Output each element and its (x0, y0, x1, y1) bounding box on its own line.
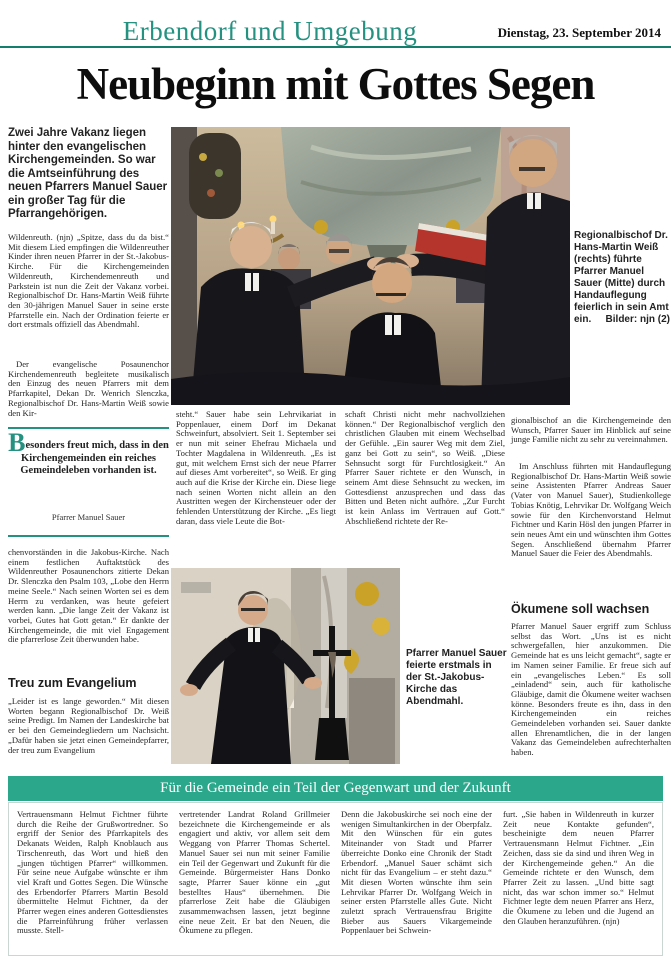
pullquote-text: Besonders freut mich, dass in den Kirchengemeinden ein reiches Gemeindeleben vorhanden ist. (8, 428, 169, 476)
pullquote-rule-top (8, 427, 169, 429)
photo-ordination (171, 127, 570, 405)
pullquote-rule-bottom (8, 535, 169, 537)
body-paragraph: gionalbischof an die Kirchengemeinde den Wunsch, Pfarrer Sauer im Hinblick auf seine junge Familie nicht zu sehr zu vereinnahmen. (511, 415, 671, 445)
pullquote-attribution: Pfarrer Manuel Sauer (51, 512, 126, 522)
article-headline: Neubeginn mit Gottes Segen (76, 59, 595, 109)
photo-abendmahl (171, 568, 400, 764)
photo-abendmahl-caption: Pfarrer Manuel Sauer feierte erstmals in der St.-Jakobus-Kirche das Abendmahl. (406, 648, 507, 707)
lead-paragraph: Zwei Jahre Vakanz liegen hinter den evangelischen Kirchengemeinden. So war die Amtseinführung des neuen Pfarrers Manuel Sauer ein großer Tag für die Pfarrangehörigen. (8, 127, 168, 220)
photo-abendmahl-illustration (171, 568, 400, 764)
body-paragraph: Im Anschluss führten mit Handauflegung Regionalbischof Dr. Hans-Martin Weiß sowie seine Assistenten Pfarrer Andreas Sauer (Vater von Manuel Sauer), Studienkollege Tobias Knötig, Lehrvikar Dr. Wolfgang Weich sowie für den Kirchenvorstand Helmut Fichtner und Karin Hösl den jungen Pfarrer in sein neues Amt ein und wünschten ihm Gottes Segen. Anschließend übernahm Pfarrer Manuel Sauer die Feier des Abendmahls. (511, 461, 671, 559)
caption-text: Regionalbischof Dr. Hans-Martin Weiß (rechts) führte Pfarrer Manuel Sauer (Mitte) durch Handauflegung feierlich in sein Amt ein. (574, 230, 669, 325)
photo-credit: Bilder: njn (2) (605, 314, 670, 325)
body-paragraph: schaft Christi nicht mehr nachvollziehen können.“ Der Regionalbischof verglich den christlichen Glauben mit einem Wechselbad der Gefühle. „Ein saurer Weg mit dem Ziel, ganz bei Gott zu sein“, so Weiß. „Diese Sehnsucht sorgt für Furchtlosigkeit.“ An Pfarrer Sauer richtete er den Wunsch, in seinem Amt diese Sehnsucht zu wecken, im Gottesdienst anzusprechen und dass das Bitten und Beten nicht aufhöre. „Zur Furcht ist kein Anlass im Vertrauen auf Gott.“ Abschließend richtete der Re- (345, 409, 505, 526)
body-paragraph: Wildenreuth. (njn) „Spitze, dass du da bist.“ Mit diesem Lied empfingen die Wildenreuther Kinder ihren neuen Pfarrer in der St.-Jakobus-Kirche. Für die Kirchengemeinden Wildenreuth, Kirchendemenreuth und Parkstein ist nun die Zeit der Vakanz vorbei. Regionalbischof Dr. Hans-Martin Weiß führte den 30-jährigen Manuel Sauer in seine erste Pfarrstelle ein. Nach der Ordination feierte er dort erstmals offiziell das Abendmahl. (8, 232, 169, 330)
greetings-column-2: vertretender Landrat Roland Grillmeier bezeichnete die Kirchengemeinde er als engagiert und aktiv, vor allem seit dem Weggang von Pfarrer Thomas Schertel. Manuel Sauer sei nun mit seiner Familie ein Teil der Gegenwart und Zukunft für die Gemeinde. Bürgermeister Hans Donko sagte, Pfarrer Sauer könne ein „gut bestelltes Haus“ übernehmen. Die pfarrerlose Zeit habe die Gläubigen zusammenwachsen lassen, jetzt beginne eine neue Zeit. Er bat den Neuen, die Ökumene zu pflegen. (179, 809, 330, 936)
masthead-rule (0, 46, 671, 48)
body-paragraph: Der evangelische Posaunenchor Kirchendemenreuth begleitete musikalisch den Einzug des neuen Pfarrers mit dem Pfarrkapitel, Dekan Dr. Wenrich Slenczka, Regionalbischof Dr. Hans-Martin Weiß sowie den Kir- (8, 359, 169, 418)
photo-ordination-caption (574, 230, 670, 326)
photo-ordination-illustration (171, 127, 570, 405)
greetings-column-4: furt. „Sie haben in Wildenreuth in kurzer Zeit neue Kontakte gefunden“, bescheinigte dem neuen Pfarrer Vertrauensmann Helmut Fichtner. „Ein Zeichen, dass sie da sind und ihren Weg in der Kirchengemeinde gehen.“ An die Gemeinde richtete er den Wunsch, dem Pfarrer Zeit zu lassen. „Und bitte sagt nicht, das war schon immer so.“ Helmut Fichtner legte dem neuen Pfarrer ans Herz, die Ökumene zu leben und die Jugend an den Glauben heranzuführen. (njn) (503, 809, 654, 926)
issue-date: Dienstag, 23. September 2014 (497, 25, 661, 40)
body-paragraph: steht.“ Sauer habe sein Lehrvikariat in Poppenlauer, einem Dorf im Dekanat Schweinfurt, absolviert. Seit 1. September sei er nun mit seiner Ehefrau Michaela und Tochter Magdalena in Wildenreuth. „Es ist gut, mit welchem Ernst sich der neue Pfarrer auf dieses Amt vorbereitet“, so Weiß. Er ging auch auf die Krise der Kirche ein. Diese liege nach seinen Worten nicht allein an den Austritten wegen der Kirchensteuer oder der fehlenden Unterstützung der Kirche. „Es liegt daran, dass viele Leute die Bot- (176, 409, 336, 526)
greetings-column-1: Vertrauensmann Helmut Fichtner führte durch die Reihe der Grußwortredner. So ergriff der Senior des Pfarrkapitels des Dekanats Weiden, Ralph Knoblauch aus Tirschenreuth, das Wort und hieß den „jungen tüchtigen Pfarrer“ willkommen. Für seine neue Aufgabe wünschte er ihm viel Kraft und Gottes Segen. Die Wünsche des Erbendorfer Pfarrers Martin Besold übermittelte Helmut Fichtner, da der Pfarrer wegen eines anderen Gottesdienstes die Pfarreinführung früher verlassen musste. Stell- (17, 809, 168, 936)
subhead-oekumene-soll-wachsen: Ökumene soll wachsen (511, 602, 650, 616)
body-paragraph: „Leider ist es lange geworden.“ Mit diesen Worten begann Regionalbischof Dr. Weiß seine Predigt. Im Namen der Landeskirche bat er bei den Gemeindegliedern um Nachsicht. „Dafür haben sie jetzt einen Gemeindepfarrer, der treu zum Evangelium (8, 696, 169, 755)
greetings-column-3: Denn die Jakobuskirche sei noch eine der wenigen Simultankirchen in der Oberpfalz. Mit den Wünschen für ein gutes Miteinander von Stadt und Pfarrer überreichte Donko eine Chronik der Stadt Erbendorf. „Manuel Sauer schämt sich nicht für das Evangelium – er steht dazu.“ Mit diesen Worten wünschte ihm sein Lehrvikar Pfarrer Dr. Wolfgang Weich in seiner ersten Pfarrstelle alles Gute. Nicht zuletzt sprach Vertrauensfrau Brigitte Bieber aus Sauers Vikargemeinde Poppenlauer bei Schwein- (341, 809, 492, 936)
section-title: Erbendorf und Umgebung (122, 16, 418, 46)
sub-article-banner: Für die Gemeinde ein Teil der Gegenwart und der Zukunft (8, 776, 663, 801)
greetings-article (8, 802, 663, 956)
subhead-treu-zum-evangelium: Treu zum Evangelium (8, 676, 137, 690)
pullquote-initial: B (8, 428, 26, 457)
body-paragraph: chenvorständen in die Jakobus-Kirche. Nach einem festlichen Auftaktstück des Wildenreuther Posaunenchors zitierte Dekan Dr. Slenczka den Psalm 103, „Lobe den Herrn meine Seele.“ Nach seinen Worten sei es dem Herrn zu verdanken, was heute gefeiert werden kann. „Die lange Zeit der Vakanz ist vorbei, Gutes hat Gott getan.“ Er dankte der Kirchengemeinde, die mit viel Engagement die pfarrerlose Zeit überwunden habe. (8, 547, 169, 645)
body-paragraph: Pfarrer Manuel Sauer ergriff zum Schluss selbst das Wort. „Uns ist es nicht schwergefallen, hier anzukommen. Die Gemeinde hat es uns leicht gemacht“, sagte er im Namen seiner Familie. Er freue sich auf ein „evangelisches Leben.“ Es soll „einladend“ sein, auch für katholische Gläubige, damit die Ökumene weiter wachsen könne. Besonders freute es ihn, dass in den Kirchengemeinden ein reiches Gemeindeleben vorhanden sei. Sauer dankte allen Ehrenamtlichen, die in der langen Vakanz das Gemeindeleben aufrechterhalten haben. (511, 621, 671, 758)
